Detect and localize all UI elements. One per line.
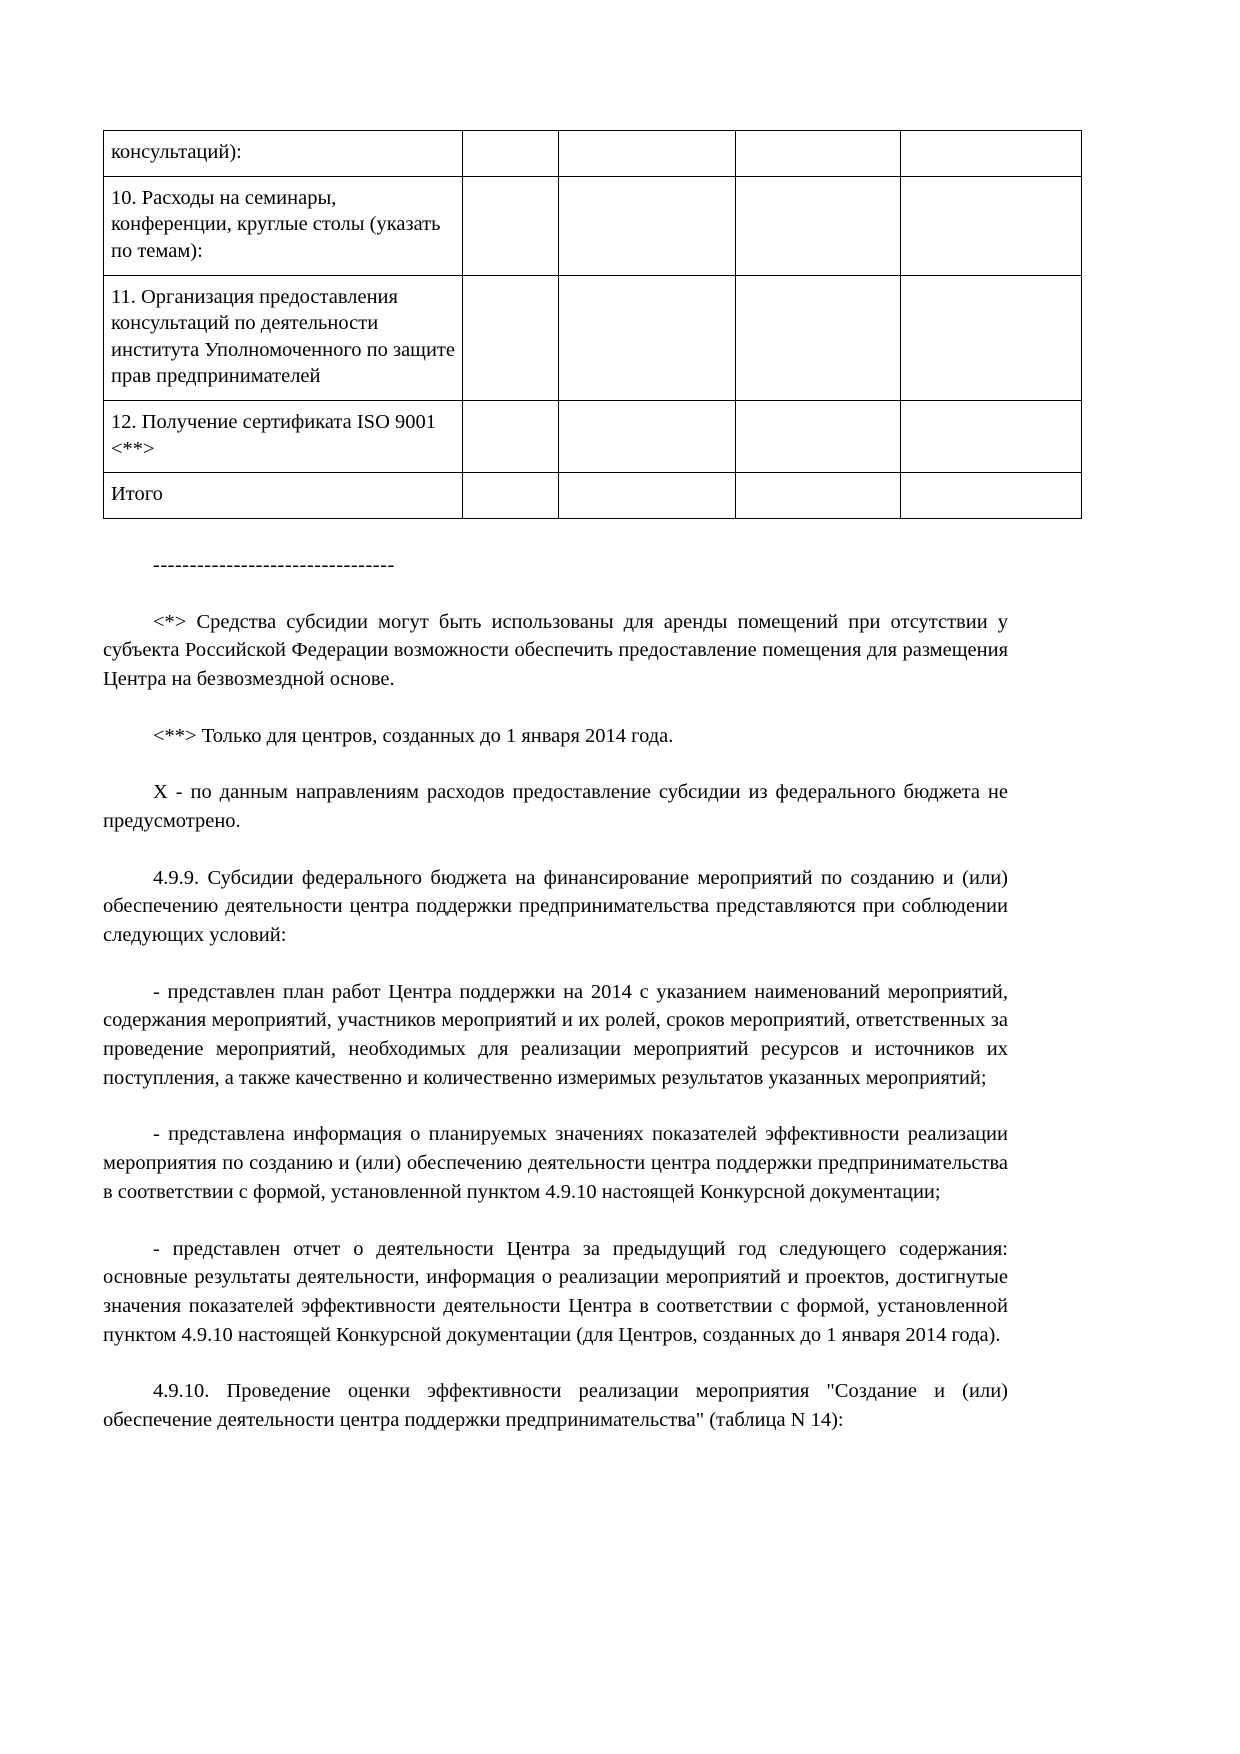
condition-planned-indicators: - представлена информация о планируемых значениях показателей эффективности реализации мероприятия по созданию и (или) обеспечению деятельности центра поддержки предпринимательства в соответствии с формой, установленной пунктом 4.9.10 настоящей Конкурсной документации;	[103, 1123, 1008, 1203]
table-cell-value	[901, 473, 1082, 519]
table-cell-value	[736, 176, 901, 275]
page-content	[103, 130, 1008, 1435]
table-cell-value	[559, 473, 736, 519]
table-cell-value	[736, 401, 901, 473]
table-cell-value	[736, 275, 901, 401]
table-cell-label: консультаций):	[104, 131, 463, 177]
footnote-double-asterisk: <**> Только для центров, созданных до 1 января 2014 года.	[153, 724, 674, 747]
table-row-total	[104, 473, 1082, 519]
table-cell-value	[559, 275, 736, 401]
expense-items-table	[103, 130, 1082, 519]
table-cell-value	[901, 275, 1082, 401]
table-cell-value	[901, 176, 1082, 275]
footnote-single-asterisk: <*> Средства субсидии могут быть использованы для аренды помещений при отсутствии у субъекта Российской Федерации возможности обеспечить предоставление помещения для размещения Центра на безвозмездной основе.	[103, 610, 1008, 690]
clause-4-9-9: 4.9.9. Субсидии федерального бюджета на финансирование мероприятий по созданию и (или) обеспечению деятельности центра поддержки предпринимательства представляются при соблюдении следующих условий:	[103, 866, 1008, 947]
table-cell-value	[463, 176, 559, 275]
table-body	[104, 131, 1082, 519]
table-cell-value	[736, 473, 901, 519]
condition-activity-report: - представлен отчет о деятельности Центра за предыдущий год следующего содержания: основные результаты деятельности, информация о реализации мероприятий и проектов, достигнутые значения показателей эффективности деятельности Центра в соответствии с формой, установленной пунктом 4.9.10 настоящей Конкурсной документации (для Центров, созданных до 1 января 2014 года).	[103, 1237, 1008, 1346]
table-row	[104, 131, 1082, 177]
table-cell-label: 10. Расходы на семинары, конференции, круглые столы (указать по темам):	[104, 176, 463, 275]
condition-work-plan: - представлен план работ Центра поддержки на 2014 с указанием наименований мероприятий, содержания мероприятий, участников мероприятий и их ролей, сроков мероприятий, ответственных за проведение мероприятий, необходимых для реализации мероприятий ресурсов и источников их поступления, а также качественно и количественно измеримых результатов указанных мероприятий;	[103, 980, 1008, 1089]
table-cell-value	[559, 176, 736, 275]
table-cell-value	[901, 401, 1082, 473]
table-cell-value	[463, 131, 559, 177]
table-cell-value	[901, 131, 1082, 177]
table-cell-value	[463, 401, 559, 473]
table-cell-label-total: Итого	[104, 473, 463, 519]
footnote-x-note: X - по данным направлениям расходов предоставление субсидии из федерального бюджета не предусмотрено.	[103, 781, 1008, 832]
table-cell-value	[463, 275, 559, 401]
table-row	[104, 401, 1082, 473]
table-row	[104, 275, 1082, 401]
table-cell-value	[463, 473, 559, 519]
table-cell-value	[559, 131, 736, 177]
table-cell-label: 11. Организация предоставления консультаций по деятельности института Уполномоченного по защите прав предпринимателей	[104, 275, 463, 401]
table-cell-value	[559, 401, 736, 473]
clause-4-9-10: 4.9.10. Проведение оценки эффективности реализации мероприятия "Создание и (или) обеспечение деятельности центра поддержки предпринимательства" (таблица N 14):	[103, 1380, 1008, 1431]
table-cell-label: 12. Получение сертификата ISO 9001 <**>	[104, 401, 463, 473]
table-row	[104, 176, 1082, 275]
table-cell-value	[736, 131, 901, 177]
footnote-separator-rule: ---------------------------------	[153, 554, 395, 577]
